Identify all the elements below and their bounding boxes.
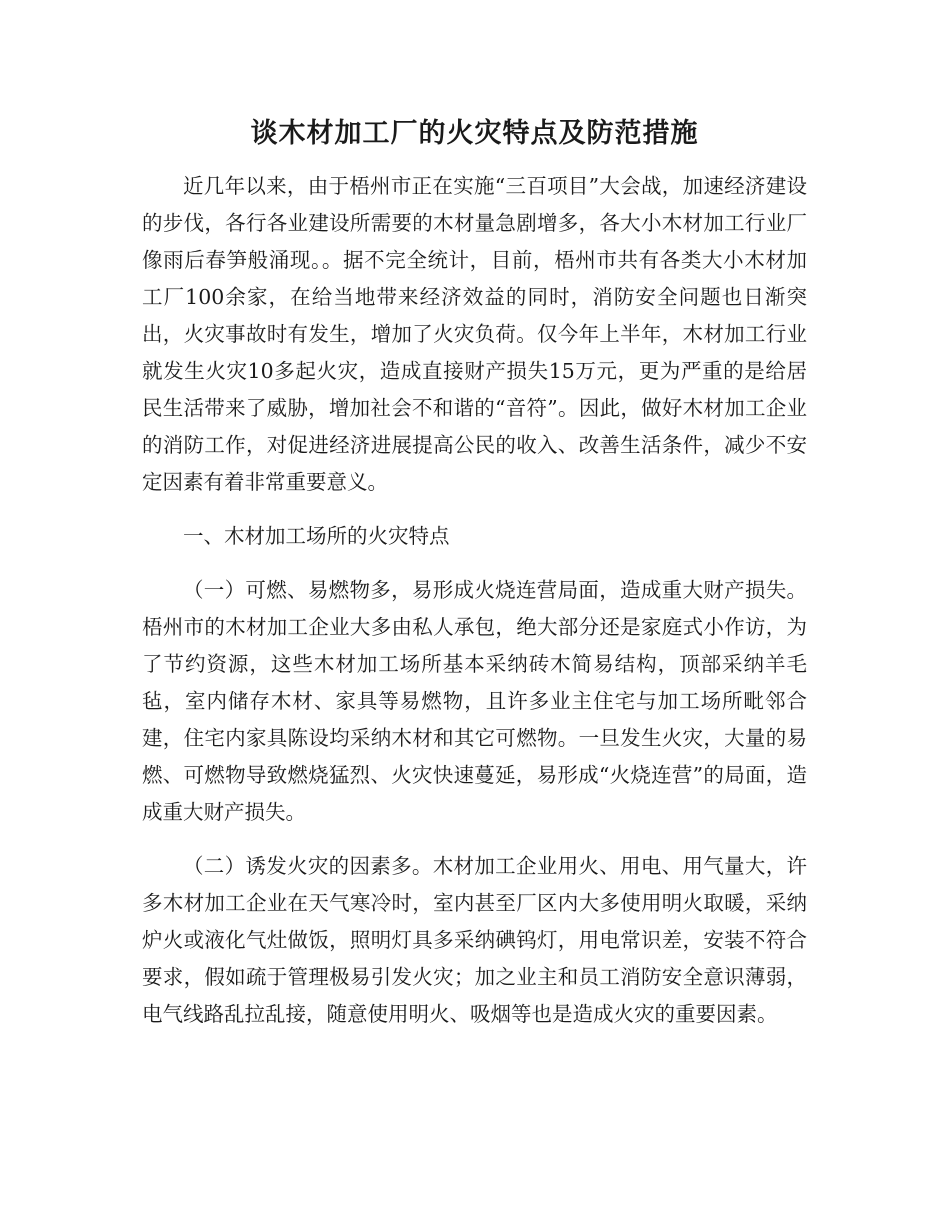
section-heading-fire-characteristics: 一、木材加工场所的火灾特点 bbox=[183, 524, 450, 548]
paragraph-point-1: （一）可燃、易燃物多，易形成火烧连营局面，造成重大财产损失。梧州市的木材加工企业大多由私人承包，绝大部分还是家庭式小作访，为了节约资源，这些木材加工场所基本采纳砖木简易结构，顶部采纳羊毛毡，室内储存木材、家具等易燃物，且许多业主住宅与加工场所毗邻合建，住宅内家具陈设均采纳木材和其它可燃物。一旦发生火灾，大量的易燃、可燃物导致燃烧猛烈、火灾快速蔓延，易形成“火烧连营”的局面，造成重大财产损失。 bbox=[142, 578, 807, 824]
document-title: 谈木材加工厂的火灾特点及防范措施 bbox=[250, 118, 699, 149]
paragraph-point-2: （二）诱发火灾的因素多。木材加工企业用火、用电、用气量大，许多木材加工企业在天气寒冷时，室内甚至厂区内大多使用明火取暖，采纳炉火或液化气灶做饭，照明灯具多采纳碘钨灯，用电常识差，安装不符合要求，假如疏于管理极易引发火灾；加之业主和员工消防安全意识薄弱，电气线路乱拉乱接，随意使用明火、吸烟等也是造成火灾的重要因素。 bbox=[142, 854, 807, 1026]
paragraph-intro: 近几年以来，由于梧州市正在实施“三百项目”大会战，加速经济建设的步伐，各行各业建设所需要的木材量急剧增多，各大小木材加工行业厂像雨后春笋般涌现。。据不完全统计，目前，梧州市共有各类大小木材加工厂100余家，在给当地带来经济效益的同时，消防安全问题也日渐突出，火灾事故时有发生，增加了火灾负荷。仅今年上半年，木材加工行业就发生火灾10多起火灾，造成直接财产损失15万元，更为严重的是给居民生活带来了威胁，增加社会不和谐的“音符”。因此，做好木材加工企业的消防工作，对促进经济进展提高公民的收入、改善生活条件，减少不安定因素有着非常重要意义。 bbox=[142, 174, 807, 494]
document-page bbox=[142, 100, 807, 1033]
paragraph-spacer bbox=[142, 831, 807, 848]
paragraph-spacer bbox=[142, 555, 807, 572]
paragraph-spacer bbox=[142, 501, 807, 518]
